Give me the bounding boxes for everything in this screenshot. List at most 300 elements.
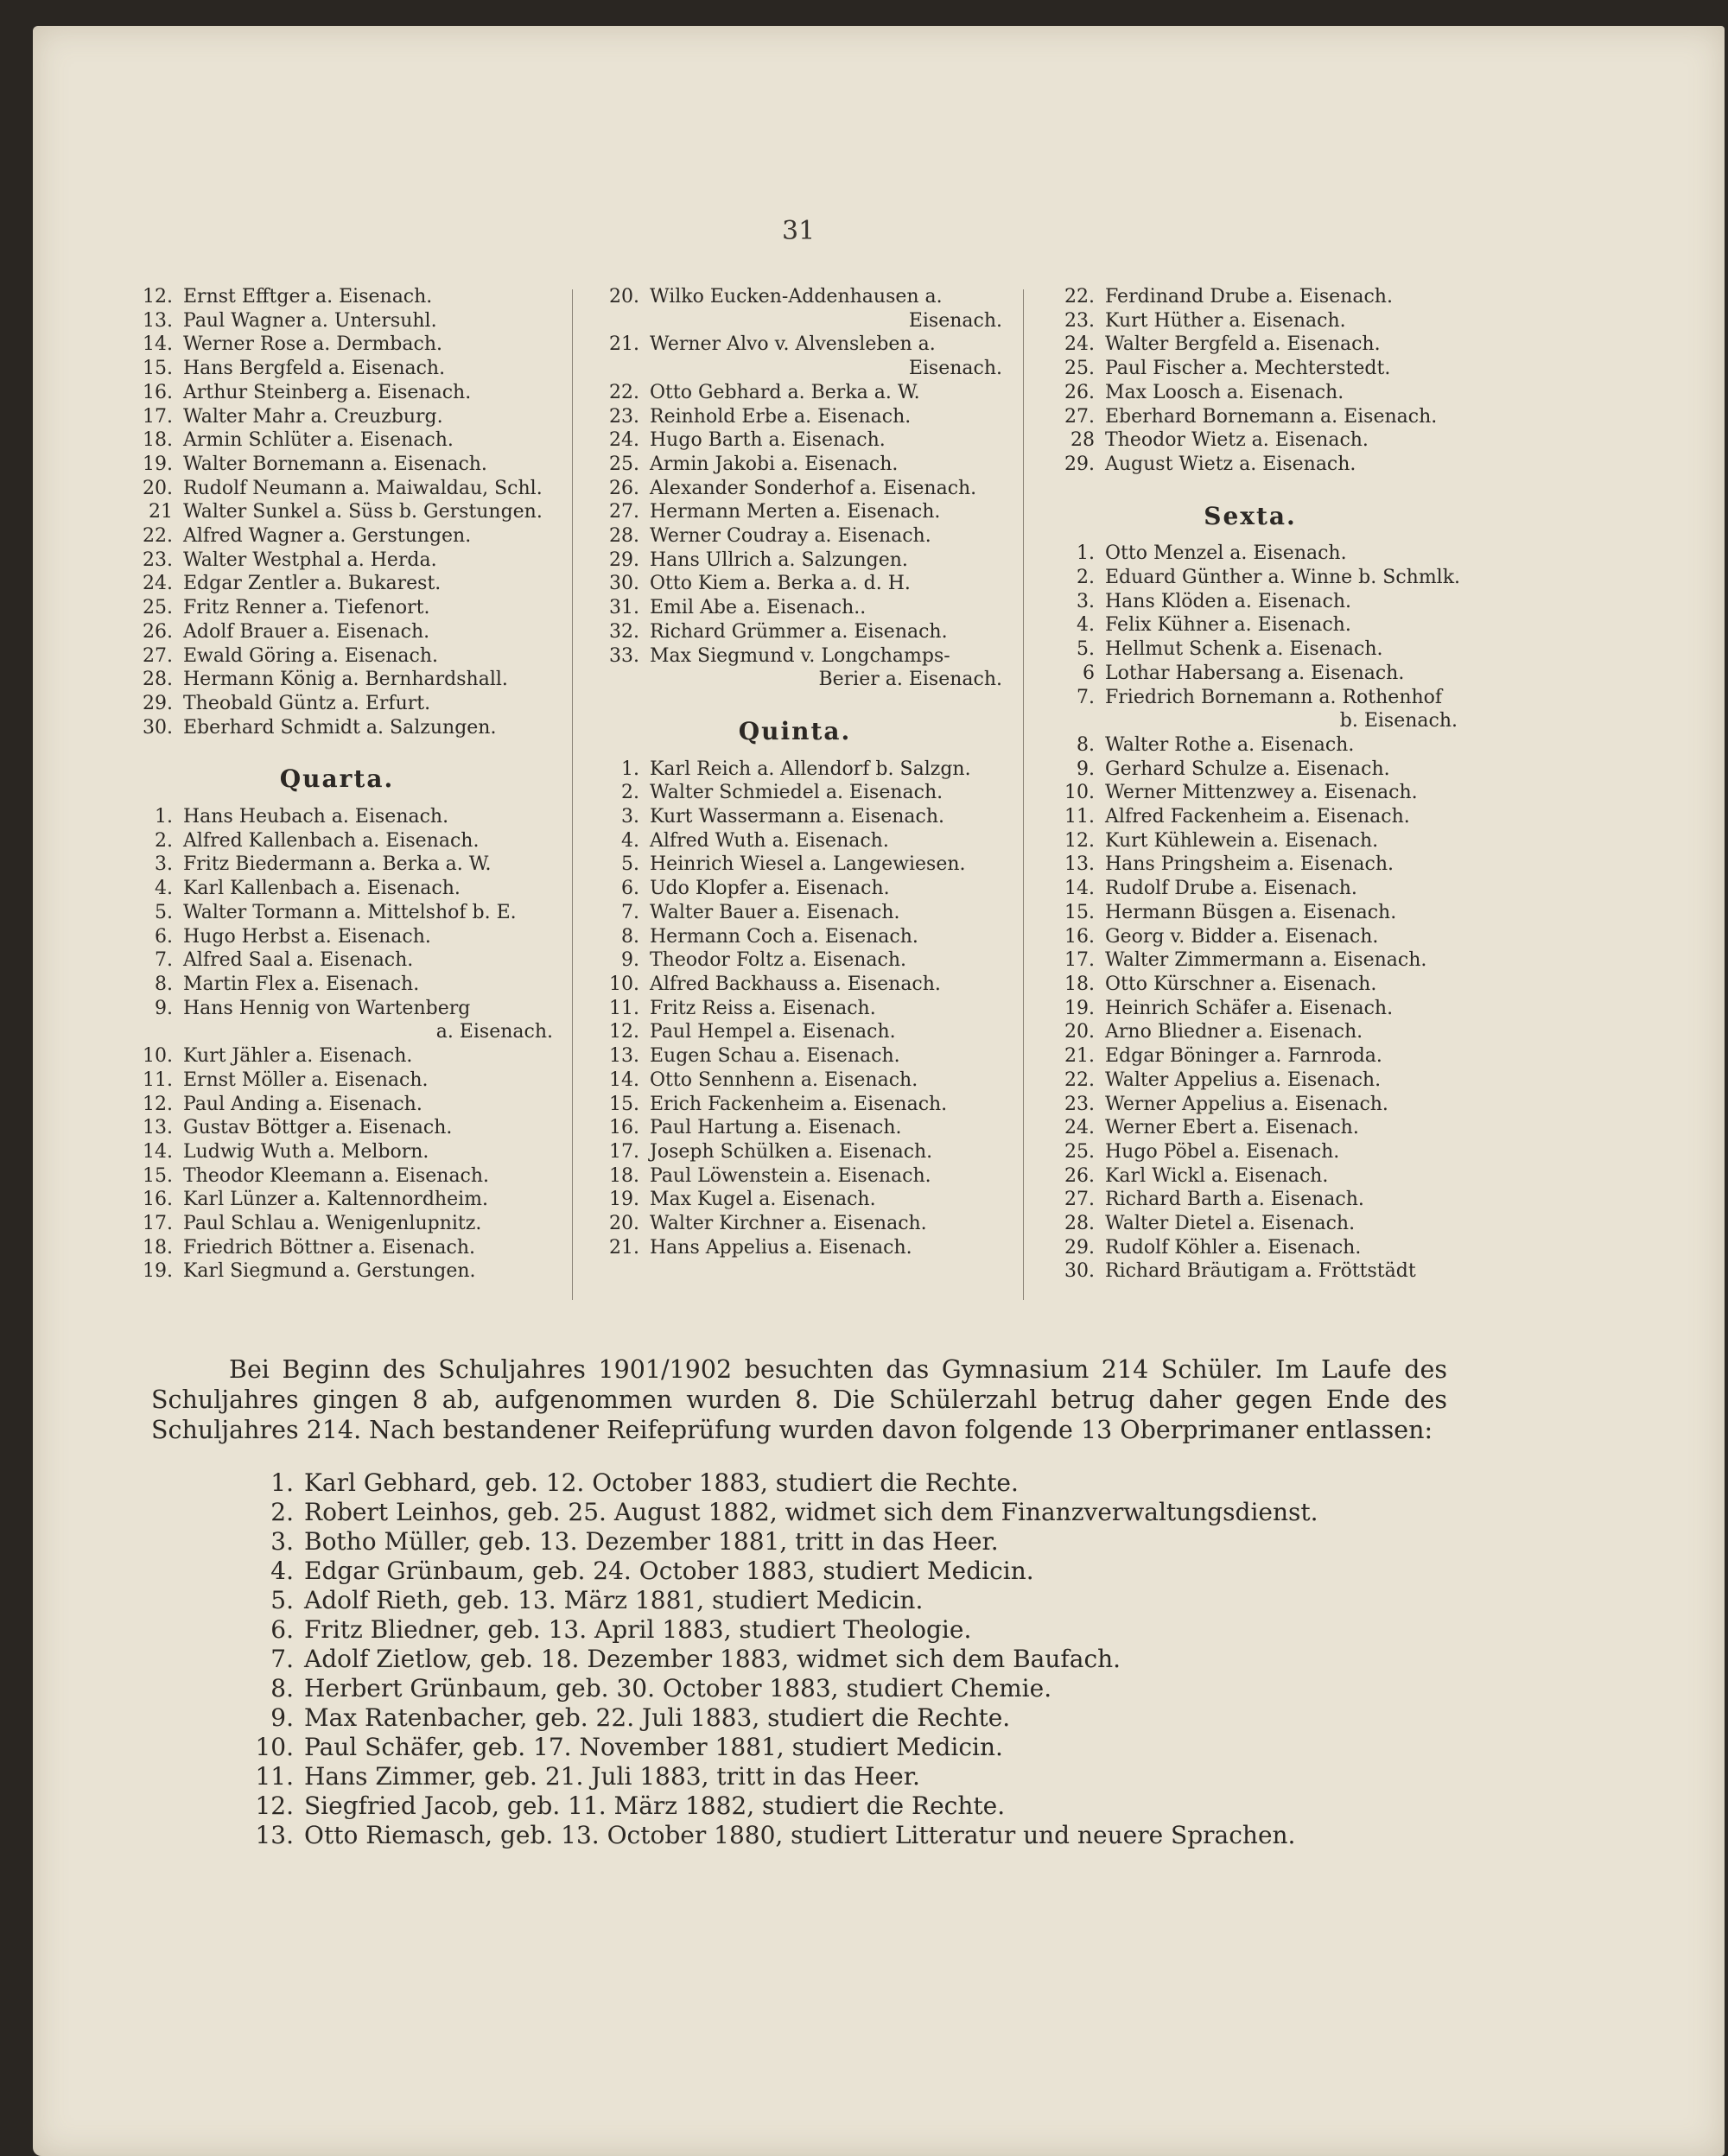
item-number: 30. bbox=[143, 716, 173, 739]
item-text: Theodor Kleemann a. Eisenach. bbox=[183, 1164, 490, 1187]
list-item bbox=[588, 1188, 1002, 1212]
item-number: 29. bbox=[609, 549, 639, 571]
list-item bbox=[121, 997, 553, 1021]
item-text: Richard Barth a. Eisenach. bbox=[1105, 1189, 1364, 1211]
list-item bbox=[588, 1164, 1002, 1189]
section-heading-quinta: Quinta. bbox=[738, 716, 852, 745]
item-number: 3. bbox=[1077, 590, 1095, 612]
item-number: 6. bbox=[270, 1615, 294, 1644]
list-item bbox=[121, 500, 553, 524]
list-item bbox=[1043, 901, 1458, 925]
item-text: Kurt Jähler a. Eisenach. bbox=[183, 1045, 413, 1068]
list-item bbox=[121, 572, 553, 596]
list-item bbox=[121, 1093, 553, 1117]
item-number: 11. bbox=[255, 1762, 294, 1791]
item-text: Udo Klopfer a. Eisenach. bbox=[650, 878, 890, 900]
item-number: 33. bbox=[609, 644, 639, 667]
item-text: Hans Heubach a. Eisenach. bbox=[183, 806, 449, 828]
list-item bbox=[1043, 973, 1458, 997]
item-number: 11. bbox=[609, 997, 639, 1019]
item-text: Gerhard Schulze a. Eisenach. bbox=[1105, 758, 1390, 780]
item-number: 8. bbox=[1077, 733, 1095, 756]
item-text: Ernst Efftger a. Eisenach. bbox=[183, 286, 433, 308]
item-text: Ferdinand Drube a. Eisenach. bbox=[1105, 286, 1393, 308]
list-item bbox=[588, 877, 1002, 901]
item-number: 22. bbox=[609, 381, 639, 403]
item-text: Alexander Sonderhof a. Eisenach. bbox=[650, 477, 977, 499]
item-text: Werner Coudray a. Eisenach. bbox=[650, 525, 931, 548]
list-item bbox=[121, 524, 553, 549]
item-text: Kurt Kühlewein a. Eisenach. bbox=[1105, 829, 1379, 852]
item-number: 19. bbox=[143, 1260, 173, 1283]
item-text: Eberhard Bornemann a. Eisenach. bbox=[1105, 405, 1438, 428]
item-text: Adolf Zietlow, geb. 18. Dezember 1883, widmet sich dem Baufach. bbox=[304, 1645, 1121, 1673]
list-item bbox=[121, 829, 553, 853]
item-continuation: a. Eisenach. bbox=[435, 1021, 553, 1043]
item-text: Edgar Zentler a. Bukarest. bbox=[183, 573, 442, 595]
list-item bbox=[121, 549, 553, 573]
list-item bbox=[121, 1236, 553, 1260]
list-item bbox=[121, 668, 553, 692]
item-text: Walter Tormann a. Mittelshof b. E. bbox=[183, 901, 517, 923]
item-number: 10. bbox=[255, 1733, 294, 1761]
list-item bbox=[588, 1093, 1002, 1117]
item-number: 29. bbox=[1064, 1236, 1095, 1259]
list-item bbox=[588, 381, 1002, 405]
item-number: 28. bbox=[1064, 1213, 1095, 1235]
summary-text: Bei Beginn des Schuljahres 1901/1902 besuchten das Gymnasium 214 Schüler. Im Laufe des Schuljahres gingen 8 ab, aufgenommen wurden 8. Die Schülerzahl betrug daher gegen Ende des Schuljahres 214. Nach bestandener Reifeprüfung wurden davon folgende 13 Oberprimaner entlassen: bbox=[151, 1355, 1447, 1444]
column-3 bbox=[1043, 285, 1461, 1284]
item-number: 16. bbox=[1064, 925, 1095, 948]
list-item bbox=[588, 758, 1002, 782]
item-text: Felix Kühner a. Eisenach. bbox=[1105, 614, 1351, 637]
list-item bbox=[1043, 997, 1458, 1021]
item-number: 6. bbox=[621, 878, 639, 900]
list-item bbox=[121, 357, 553, 381]
list-item bbox=[588, 428, 1002, 453]
item-number: 11. bbox=[1064, 806, 1095, 828]
list-item bbox=[588, 644, 1002, 669]
list-item bbox=[1043, 566, 1461, 590]
item-number: 17. bbox=[609, 1140, 639, 1163]
item-number: 6. bbox=[155, 925, 173, 948]
list-item bbox=[1043, 309, 1458, 333]
item-number: 5. bbox=[270, 1586, 294, 1614]
list-item bbox=[251, 1733, 1460, 1762]
item-number: 19. bbox=[143, 453, 173, 475]
item-text: Walter Bornemann a. Eisenach. bbox=[183, 453, 487, 475]
item-text: Herbert Grünbaum, geb. 30. October 1883, studiert Chemie. bbox=[304, 1674, 1052, 1703]
item-number: 18. bbox=[1064, 973, 1095, 995]
item-number: 30. bbox=[609, 573, 639, 595]
list-item bbox=[251, 1674, 1460, 1703]
list-item bbox=[588, 997, 1002, 1021]
item-text: Walter Sunkel a. Süss b. Gerstungen. bbox=[183, 501, 543, 523]
item-number: 1. bbox=[1077, 542, 1095, 565]
item-text: Walter Zimmermann a. Eisenach. bbox=[1105, 949, 1427, 972]
list-item bbox=[1043, 948, 1458, 973]
list-item bbox=[251, 1527, 1460, 1557]
list-item bbox=[1043, 1140, 1458, 1164]
item-text: Otto Menzel a. Eisenach. bbox=[1105, 542, 1347, 565]
item-text: Walter Westphal a. Herda. bbox=[183, 549, 437, 571]
item-text: Kurt Hüther a. Eisenach. bbox=[1105, 309, 1346, 332]
list-bottom bbox=[588, 758, 1002, 1260]
item-text: Rudolf Neumann a. Maiwaldau, Schl. bbox=[183, 477, 543, 499]
item-number: 27. bbox=[143, 644, 173, 667]
item-number: 1. bbox=[155, 806, 173, 828]
item-number: 2. bbox=[270, 1498, 294, 1526]
item-text: Armin Jakobi a. Eisenach. bbox=[650, 453, 899, 475]
item-number: 3. bbox=[155, 853, 173, 876]
list-item bbox=[121, 285, 553, 309]
item-number: 19. bbox=[609, 1189, 639, 1211]
list-item bbox=[251, 1645, 1460, 1674]
item-text: Otto Riemasch, geb. 13. October 1880, studiert Litteratur und neuere Sprachen. bbox=[304, 1821, 1296, 1849]
item-text: Hans Pringsheim a. Eisenach. bbox=[1105, 853, 1394, 876]
list-bottom bbox=[121, 805, 553, 1284]
list-item bbox=[121, 381, 553, 405]
list-item bbox=[121, 1068, 553, 1093]
item-number: 25. bbox=[1064, 358, 1095, 380]
item-number: 4. bbox=[1077, 614, 1095, 637]
item-text: Adolf Brauer a. Eisenach. bbox=[183, 620, 430, 643]
item-number: 15. bbox=[143, 358, 173, 380]
list-item bbox=[121, 1259, 553, 1284]
item-text: Friedrich Böttner a. Eisenach. bbox=[183, 1236, 476, 1259]
item-number: 13. bbox=[255, 1821, 294, 1849]
item-number: 7. bbox=[270, 1645, 294, 1673]
item-number: 13. bbox=[609, 1045, 639, 1068]
list-item bbox=[121, 973, 553, 997]
item-number: 17. bbox=[1064, 949, 1095, 972]
item-text: Hermann Büsgen a. Eisenach. bbox=[1105, 901, 1397, 923]
item-number: 22. bbox=[143, 525, 173, 548]
item-text: Otto Kiem a. Berka a. d. H. bbox=[650, 573, 911, 595]
list-item bbox=[1043, 758, 1458, 782]
item-number: 13. bbox=[143, 1117, 173, 1139]
list-item bbox=[1043, 925, 1458, 949]
item-number: 24. bbox=[609, 429, 639, 452]
item-number: 13. bbox=[1064, 853, 1095, 876]
item-text: Edgar Böninger a. Farnroda. bbox=[1105, 1045, 1382, 1068]
list-item bbox=[121, 405, 553, 429]
list-item bbox=[588, 1068, 1002, 1093]
item-number: 6 bbox=[1083, 662, 1095, 684]
item-number: 23. bbox=[1064, 1093, 1095, 1115]
item-text: August Wietz a. Eisenach. bbox=[1105, 453, 1356, 475]
list-item bbox=[1043, 637, 1458, 662]
item-number: 28. bbox=[609, 525, 639, 548]
item-text: Paul Schlau a. Wenigenlupnitz. bbox=[183, 1213, 482, 1235]
summary-paragraph bbox=[151, 1354, 1447, 1445]
item-number: 4. bbox=[621, 829, 639, 852]
item-text: Max Loosch a. Eisenach. bbox=[1105, 381, 1344, 403]
item-number: 22. bbox=[1064, 1068, 1095, 1091]
item-number: 20. bbox=[609, 1213, 639, 1235]
item-number: 8. bbox=[621, 925, 639, 948]
item-text: Adolf Rieth, geb. 13. März 1881, studiert Medicin. bbox=[304, 1586, 924, 1614]
list-item bbox=[1043, 1093, 1458, 1117]
item-text: Rudolf Köhler a. Eisenach. bbox=[1105, 1236, 1362, 1259]
item-text: Armin Schlüter a. Eisenach. bbox=[183, 429, 454, 452]
list-item bbox=[251, 1791, 1460, 1821]
item-number: 14. bbox=[1064, 878, 1095, 900]
item-number: 2. bbox=[621, 782, 639, 804]
list-item bbox=[588, 781, 1002, 805]
column-1 bbox=[121, 285, 553, 1284]
item-text: Hermann König a. Bernhardshall. bbox=[183, 669, 508, 691]
item-number: 26. bbox=[609, 477, 639, 499]
list-item bbox=[1043, 542, 1458, 566]
item-text: Ernst Möller a. Eisenach. bbox=[183, 1068, 429, 1091]
item-number: 13. bbox=[143, 309, 173, 332]
item-text: Arthur Steinberg a. Eisenach. bbox=[183, 381, 472, 403]
list-item bbox=[121, 596, 553, 620]
list-item bbox=[1043, 1020, 1458, 1044]
list-item bbox=[1043, 662, 1458, 686]
item-text: Fritz Biedermann a. Berka a. W. bbox=[183, 853, 492, 876]
item-number: 5. bbox=[1077, 638, 1095, 661]
item-text: Reinhold Erbe a. Eisenach. bbox=[650, 405, 912, 428]
list-item bbox=[121, 644, 553, 669]
item-number: 10. bbox=[609, 973, 639, 995]
item-text: Siegfried Jacob, geb. 11. März 1882, studiert die Rechte. bbox=[304, 1791, 1006, 1820]
item-text: Paul Fischer a. Mechterstedt. bbox=[1105, 358, 1391, 380]
item-text: Paul Löwenstein a. Eisenach. bbox=[650, 1164, 931, 1187]
item-text: Theobald Güntz a. Erfurt. bbox=[183, 692, 431, 714]
item-number: 3. bbox=[270, 1527, 294, 1556]
list-item bbox=[251, 1703, 1460, 1733]
item-text: Werner Rose a. Dermbach. bbox=[183, 333, 442, 356]
list-item bbox=[1043, 381, 1458, 405]
list-item bbox=[121, 1116, 553, 1140]
item-number: 18. bbox=[143, 1236, 173, 1259]
item-number: 12. bbox=[1064, 829, 1095, 852]
item-text: Karl Siegmund a. Gerstungen. bbox=[183, 1260, 476, 1283]
item-number: 24. bbox=[1064, 333, 1095, 356]
item-number: 20. bbox=[609, 286, 639, 308]
list-item bbox=[588, 500, 1002, 524]
item-text: Otto Gebhard a. Berka a. W. bbox=[650, 381, 920, 403]
list-item bbox=[588, 1212, 1002, 1236]
item-number: 22. bbox=[1064, 286, 1095, 308]
item-text: Hans Ullrich a. Salzungen. bbox=[650, 549, 908, 571]
item-number: 10. bbox=[1064, 782, 1095, 804]
list-item bbox=[121, 948, 553, 973]
item-text: Hermann Coch a. Eisenach. bbox=[650, 925, 918, 948]
item-continuation: b. Eisenach. bbox=[1339, 710, 1458, 732]
item-number: 27. bbox=[1064, 1189, 1095, 1211]
item-number: 12. bbox=[609, 1021, 639, 1043]
item-continuation: Eisenach. bbox=[908, 358, 1002, 380]
list-item bbox=[1043, 1068, 1458, 1093]
list-top bbox=[121, 285, 553, 739]
list-item bbox=[1043, 613, 1458, 637]
list-item bbox=[1043, 1236, 1458, 1260]
item-text: Karl Reich a. Allendorf b. Salzgn. bbox=[650, 758, 971, 780]
item-text: Hugo Herbst a. Eisenach. bbox=[183, 925, 431, 948]
list-item bbox=[1043, 781, 1458, 805]
item-text: Edgar Grünbaum, geb. 24. October 1883, studiert Medicin. bbox=[304, 1557, 1034, 1585]
list-item bbox=[251, 1586, 1460, 1615]
item-number: 7. bbox=[621, 901, 639, 923]
item-text: Ewald Göring a. Eisenach. bbox=[183, 644, 439, 667]
item-text: Walter Rothe a. Eisenach. bbox=[1105, 733, 1355, 756]
list-item bbox=[251, 1468, 1460, 1498]
item-number: 20. bbox=[143, 477, 173, 499]
item-text: Hugo Pöbel a. Eisenach. bbox=[1105, 1140, 1340, 1163]
item-text: Werner Ebert a. Eisenach. bbox=[1105, 1117, 1359, 1139]
item-number: 17. bbox=[143, 405, 173, 428]
item-text: Paul Hempel a. Eisenach. bbox=[650, 1021, 896, 1043]
item-text: Paul Wagner a. Untersuhl. bbox=[183, 309, 437, 332]
list-item bbox=[121, 309, 553, 333]
item-text: Alfred Fackenheim a. Eisenach. bbox=[1105, 806, 1410, 828]
item-text: Alfred Kallenbach a. Eisenach. bbox=[183, 829, 480, 852]
item-number: 27. bbox=[609, 501, 639, 523]
item-number: 2. bbox=[155, 829, 173, 852]
item-text: Hugo Barth a. Eisenach. bbox=[650, 429, 886, 452]
item-text: Walter Bauer a. Eisenach. bbox=[650, 901, 900, 923]
item-text: Walter Kirchner a. Eisenach. bbox=[650, 1213, 927, 1235]
item-number: 3. bbox=[621, 806, 639, 828]
item-number: 16. bbox=[143, 1189, 173, 1211]
item-text: Paul Anding a. Eisenach. bbox=[183, 1093, 422, 1115]
list-item bbox=[121, 453, 553, 477]
list-item bbox=[588, 948, 1002, 973]
item-number: 23. bbox=[1064, 309, 1095, 332]
list-item bbox=[1043, 805, 1458, 829]
list-item bbox=[1043, 1259, 1458, 1284]
list-top bbox=[1043, 285, 1458, 477]
item-number: 25. bbox=[1064, 1140, 1095, 1163]
item-number: 16. bbox=[609, 1117, 639, 1139]
list-item bbox=[121, 1212, 553, 1236]
list-item bbox=[588, 925, 1002, 949]
item-number: 23. bbox=[143, 549, 173, 571]
item-number: 4. bbox=[270, 1557, 294, 1585]
item-text: Max Kugel a. Eisenach. bbox=[650, 1189, 876, 1211]
item-number: 9. bbox=[1077, 758, 1095, 780]
item-text: Alfred Saal a. Eisenach. bbox=[183, 949, 414, 972]
list-item bbox=[1043, 853, 1458, 877]
list-item bbox=[588, 596, 1002, 620]
list-item bbox=[588, 805, 1002, 829]
column-divider bbox=[1023, 289, 1024, 1300]
item-number: 15. bbox=[1064, 901, 1095, 923]
item-text: Werner Alvo v. Alvensleben a. bbox=[650, 333, 936, 356]
item-text: Hans Bergfeld a. Eisenach. bbox=[183, 358, 446, 380]
column-2 bbox=[588, 285, 1002, 1259]
item-text: Hans Hennig von Wartenberg bbox=[183, 997, 471, 1019]
list-item bbox=[588, 620, 1002, 644]
list-bottom bbox=[1043, 542, 1461, 1284]
list-item bbox=[1043, 1116, 1458, 1140]
item-continuation: Berier a. Eisenach. bbox=[818, 669, 1002, 691]
item-text: Erich Fackenheim a. Eisenach. bbox=[650, 1093, 948, 1115]
list-item bbox=[251, 1615, 1460, 1645]
item-number: 8. bbox=[155, 973, 173, 995]
list-item bbox=[588, 1116, 1002, 1140]
item-text: Karl Gebhard, geb. 12. October 1883, studiert die Rechte. bbox=[304, 1468, 1019, 1497]
item-text: Richard Bräutigam a. Fröttstädt bbox=[1105, 1260, 1416, 1283]
item-text: Hellmut Schenk a. Eisenach. bbox=[1105, 638, 1383, 661]
item-number: 21. bbox=[1064, 1045, 1095, 1068]
list-item bbox=[588, 549, 1002, 573]
list-item bbox=[121, 620, 553, 644]
item-text: Walter Schmiedel a. Eisenach. bbox=[650, 782, 943, 804]
item-number: 14. bbox=[143, 1140, 173, 1163]
list-item bbox=[1043, 829, 1458, 853]
item-number: 23. bbox=[609, 405, 639, 428]
item-number: 26. bbox=[1064, 381, 1095, 403]
item-text: Emil Abe a. Eisenach.. bbox=[650, 597, 867, 619]
item-text: Kurt Wassermann a. Eisenach. bbox=[650, 806, 944, 828]
list-item bbox=[121, 1188, 553, 1212]
list-item bbox=[1043, 1164, 1458, 1189]
list-item bbox=[121, 428, 553, 453]
item-number: 9. bbox=[270, 1703, 294, 1732]
item-number: 30. bbox=[1064, 1260, 1095, 1283]
item-text: Heinrich Schäfer a. Eisenach. bbox=[1105, 997, 1394, 1019]
list-item bbox=[588, 285, 1002, 309]
item-text: Alfred Wuth a. Eisenach. bbox=[650, 829, 889, 852]
item-number: 9. bbox=[155, 997, 173, 1019]
list-item bbox=[588, 477, 1002, 501]
item-text: Eduard Günther a. Winne b. Schmlk. bbox=[1105, 567, 1461, 589]
list-item bbox=[1043, 590, 1458, 614]
list-item bbox=[588, 1236, 1002, 1260]
list-item bbox=[588, 572, 1002, 596]
item-text: Botho Müller, geb. 13. Dezember 1881, tritt in das Heer. bbox=[304, 1527, 999, 1556]
item-number: 31. bbox=[609, 597, 639, 619]
item-text: Fritz Reiss a. Eisenach. bbox=[650, 997, 876, 1019]
item-continuation: Eisenach. bbox=[908, 309, 1002, 332]
item-text: Max Ratenbacher, geb. 22. Juli 1883, studiert die Rechte. bbox=[304, 1703, 1011, 1732]
item-number: 24. bbox=[1064, 1117, 1095, 1139]
item-number: 14. bbox=[143, 333, 173, 356]
item-text: Otto Sennhenn a. Eisenach. bbox=[650, 1068, 918, 1091]
item-number: 7. bbox=[155, 949, 173, 972]
section-heading-sexta: Sexta. bbox=[1204, 501, 1297, 530]
item-text: Fritz Bliedner, geb. 13. April 1883, studiert Theologie. bbox=[304, 1615, 972, 1644]
item-text: Wilko Eucken-Addenhausen a. bbox=[650, 286, 943, 308]
item-number: 12. bbox=[143, 286, 173, 308]
list-item bbox=[1043, 686, 1458, 710]
item-number: 12. bbox=[255, 1791, 294, 1820]
item-number: 25. bbox=[609, 453, 639, 475]
item-number: 14. bbox=[609, 1068, 639, 1091]
item-text: Walter Mahr a. Creuzburg. bbox=[183, 405, 443, 428]
item-number: 29. bbox=[143, 692, 173, 714]
item-text: Theodor Wietz a. Eisenach. bbox=[1105, 429, 1369, 452]
item-number: 18. bbox=[143, 429, 173, 452]
list-item bbox=[251, 1557, 1460, 1586]
item-text: Friedrich Bornemann a. Rothenhof bbox=[1105, 686, 1443, 708]
list-item bbox=[121, 877, 553, 901]
item-number: 24. bbox=[143, 573, 173, 595]
list-item bbox=[121, 1044, 553, 1068]
list-top bbox=[588, 285, 1002, 692]
list-item bbox=[251, 1498, 1460, 1527]
item-number: 8. bbox=[270, 1674, 294, 1703]
list-item bbox=[588, 405, 1002, 429]
item-text: Walter Dietel a. Eisenach. bbox=[1105, 1213, 1356, 1235]
item-text: Georg v. Bidder a. Eisenach. bbox=[1105, 925, 1379, 948]
item-number: 28 bbox=[1070, 429, 1095, 452]
item-number: 18. bbox=[609, 1164, 639, 1187]
